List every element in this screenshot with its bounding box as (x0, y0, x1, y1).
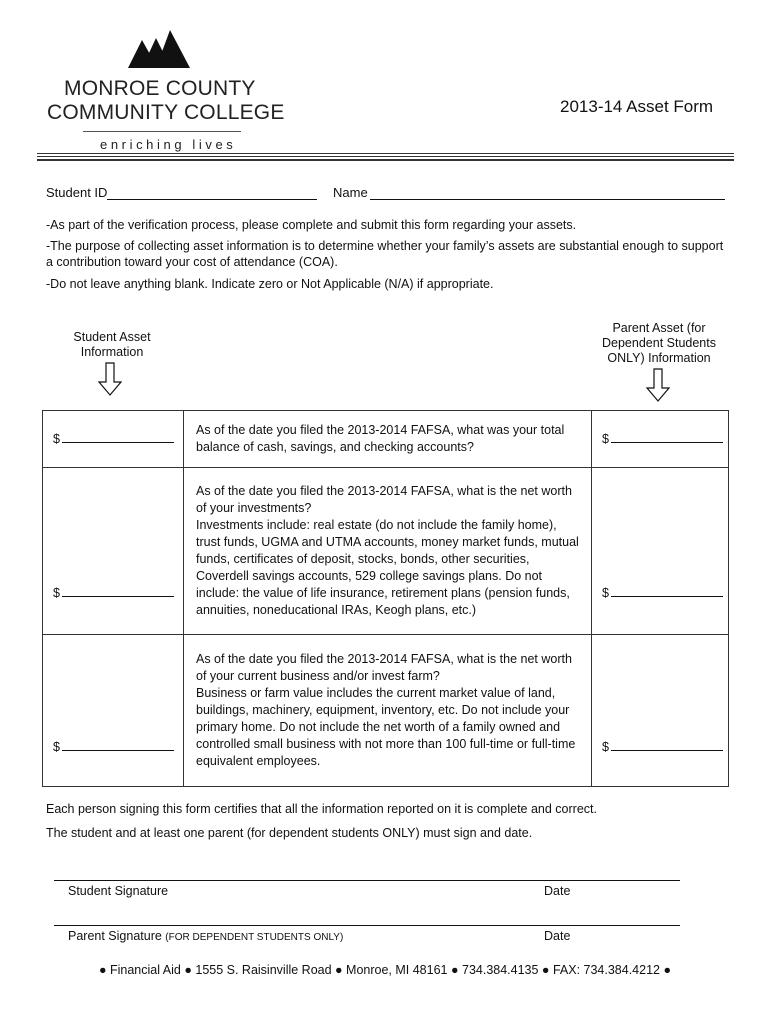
down-arrow-icon (98, 362, 122, 396)
dollar-sign: $ (53, 740, 60, 754)
parent-amount-cell (592, 468, 729, 635)
question-line: Coverdell savings accounts, 529 college savings plans. Do not (196, 569, 543, 583)
college-logo-icon (128, 28, 190, 68)
student-amount-cell (43, 468, 184, 635)
question-line: primary home. Do not include the net worth of a family owned and (196, 720, 561, 734)
parent-cash-field[interactable] (611, 430, 723, 443)
table-row (43, 635, 729, 787)
tagline: enriching lives (100, 137, 237, 152)
parent-amount-cell (592, 411, 729, 468)
parent-signature-field[interactable] (54, 925, 680, 926)
question-line: buildings, machinery, equipment, inventory, etc. Do not include your (196, 703, 570, 717)
form-title: 2013-14 Asset Form (560, 97, 714, 116)
student-cash-field[interactable] (62, 430, 174, 443)
instruction-1: -As part of the verification process, please complete and submit this form regarding your assets. (46, 218, 577, 232)
question-line: of your investments? (196, 501, 312, 515)
student-investments-field[interactable] (62, 584, 174, 597)
student-date-label: Date (544, 884, 571, 898)
question-line: controlled small business with not more than 100 full-time or full-time (196, 737, 576, 751)
dollar-sign: $ (602, 740, 609, 754)
table-row (43, 468, 729, 635)
student-signature-label: Student Signature (68, 884, 169, 898)
dollar-sign: $ (53, 432, 60, 446)
parent-signature-label (68, 929, 343, 943)
student-id-field[interactable] (107, 199, 317, 200)
footer-contact: ● Financial Aid ● 1555 S. Raisinville Road ● Monroe, MI 48161 ● 734.384.4135 ● FAX: 734.384.4212 ● (98, 963, 672, 977)
certification-statement: Each person signing this form certifies that all the information reported on it is complete and correct. (46, 802, 597, 816)
dollar-sign: $ (53, 586, 60, 600)
question-line: funds, certificates of deposit, stocks, bonds, other securities, (196, 552, 530, 566)
instruction-3: -Do not leave anything blank. Indicate zero or Not Applicable (N/A) if appropriate. (46, 277, 494, 291)
instruction-2: -The purpose of collecting asset information is to determine whether your family’s assets are substantial enough to support a contribution toward your cost of attendance (COA). (46, 239, 724, 269)
header-band-line (37, 159, 734, 161)
student-amount-cell (43, 411, 184, 468)
parent-investments-field[interactable] (611, 584, 723, 597)
parent-column-heading: Parent Asset (for Dependent Students ONLY) Information (602, 321, 716, 365)
name-label: Name (333, 185, 368, 200)
logo-line1: MONROE COUNTY (64, 77, 256, 100)
logo-divider (83, 131, 241, 132)
header-band-line (37, 153, 734, 154)
question-line: include: the value of life insurance, retirement plans (pension funds, (196, 586, 570, 600)
question-line: As of the date you filed the 2013-2014 FAFSA, what is the net worth (196, 652, 572, 666)
question-line: Investments include: real estate (do not include the family home), (196, 518, 557, 532)
header-band-line (37, 156, 734, 157)
question-line: annuities, noneducational IRAs, Keogh plans, etc.) (196, 603, 477, 617)
name-field[interactable] (370, 199, 725, 200)
parent-amount-cell (592, 635, 729, 787)
question-cell (184, 468, 592, 635)
asset-table (42, 410, 729, 787)
down-arrow-icon (646, 368, 670, 402)
question-line: trust funds, UGMA and UTMA accounts, money market funds, mutual (196, 535, 579, 549)
student-amount-cell (43, 635, 184, 787)
logo-line2: COMMUNITY COLLEGE (47, 101, 285, 124)
question-line: As of the date you filed the 2013-2014 FAFSA, what was your total (196, 423, 565, 437)
question-cell (184, 635, 592, 787)
dollar-sign: $ (602, 586, 609, 600)
student-id-label: Student ID (46, 185, 108, 200)
student-column-heading: Student Asset Information (73, 330, 151, 359)
parent-signature-text: Parent Signature (68, 929, 162, 943)
question-line: As of the date you filed the 2013-2014 FAFSA, what is the net worth (196, 484, 572, 498)
student-business-field[interactable] (62, 738, 174, 751)
table-row (43, 411, 729, 468)
parent-date-label: Date (544, 929, 571, 943)
parent-business-field[interactable] (611, 738, 723, 751)
question-line: balance of cash, savings, and checking accounts? (196, 440, 474, 454)
question-line: Business or farm value includes the current market value of land, (196, 686, 556, 700)
question-cell (184, 411, 592, 468)
question-line: of your current business and/or invest farm? (196, 669, 440, 683)
signing-requirement: The student and at least one parent (for dependent students ONLY) must sign and date. (46, 826, 533, 840)
dollar-sign: $ (602, 432, 609, 446)
question-line: equivalent employees. (196, 754, 321, 768)
student-signature-field[interactable] (54, 880, 680, 881)
parent-signature-note: (FOR DEPENDENT STUDENTS ONLY) (165, 932, 344, 943)
